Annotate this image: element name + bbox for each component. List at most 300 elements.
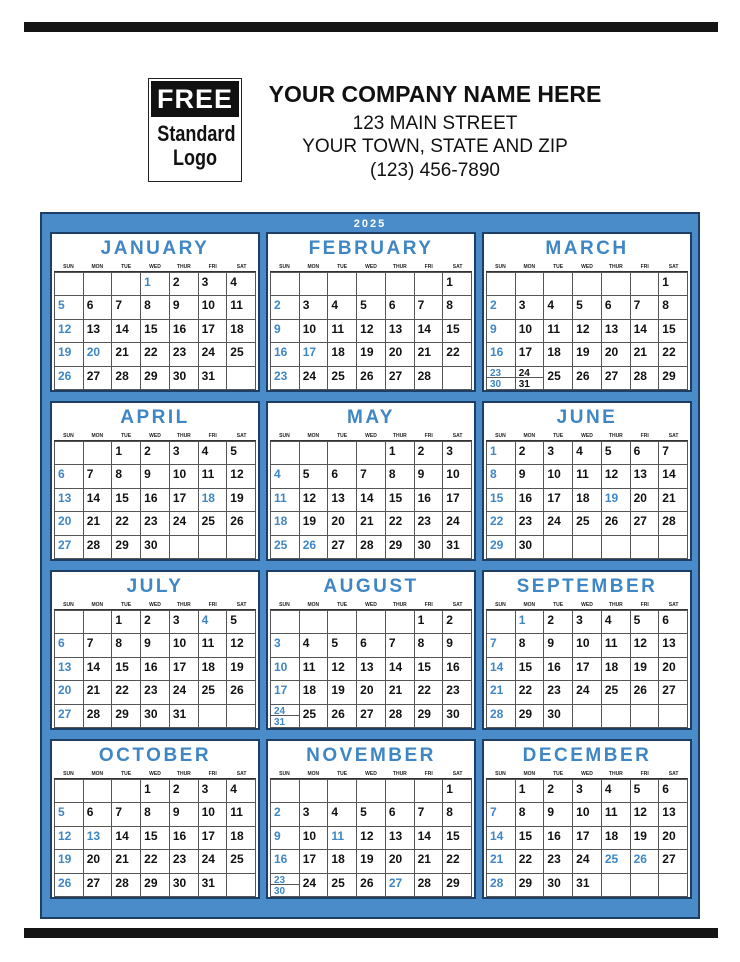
weekday-label: SUN — [63, 602, 74, 608]
day-cell — [271, 634, 300, 657]
day-cell — [328, 367, 357, 390]
day-cell — [573, 512, 602, 535]
day-cell — [443, 442, 472, 465]
day-number: 25 — [604, 683, 619, 698]
day-number: 12 — [302, 490, 317, 505]
day-number: 14 — [490, 659, 504, 674]
day-number: 6 — [662, 613, 669, 627]
day-cell — [602, 780, 631, 803]
day-cell — [141, 320, 170, 343]
empty-cell — [227, 536, 256, 559]
day-number: 20 — [86, 852, 101, 867]
day-cell — [300, 874, 329, 897]
day-cell — [170, 343, 199, 366]
day-grid — [486, 272, 688, 390]
month-april — [50, 401, 260, 561]
weekday-label: MON — [523, 433, 536, 439]
day-cell — [516, 465, 545, 488]
day-number: 23 — [518, 514, 533, 529]
day-cell — [227, 442, 256, 465]
day-number: 18 — [230, 828, 244, 843]
day-number: 3 — [302, 298, 310, 313]
empty-cell — [357, 273, 386, 296]
day-cell — [170, 827, 199, 850]
day-cell — [659, 611, 688, 634]
day-number: 3 — [172, 613, 180, 627]
day-number: 12 — [633, 805, 647, 820]
day-cell — [141, 442, 170, 465]
day-number: 2 — [274, 805, 281, 820]
day-cell-half — [271, 874, 299, 886]
day-number: 19 — [633, 828, 647, 843]
day-cell — [386, 681, 415, 704]
day-cell — [300, 512, 329, 535]
day-number: 18 — [547, 345, 561, 360]
day-cell — [602, 512, 631, 535]
day-cell — [141, 827, 170, 850]
day-cell — [631, 343, 660, 366]
day-cell — [141, 803, 170, 826]
day-cell — [112, 705, 141, 728]
day-cell — [415, 803, 444, 826]
day-number: 30 — [172, 368, 187, 383]
day-number: 12 — [360, 828, 374, 843]
weekday-label: TUE — [337, 771, 348, 777]
month-november — [266, 739, 476, 899]
day-number: 13 — [58, 490, 72, 505]
day-number: 16 — [172, 828, 187, 843]
day-number: 13 — [86, 321, 101, 336]
day-cell — [328, 296, 357, 319]
day-cell — [199, 465, 228, 488]
day-number: 26 — [360, 368, 374, 383]
day-cell — [487, 442, 516, 465]
day-cell — [516, 803, 545, 826]
day-number: 15 — [446, 828, 460, 843]
day-cell — [415, 320, 444, 343]
day-cell — [84, 489, 113, 512]
day-cell — [300, 850, 329, 873]
day-number: 14 — [417, 828, 431, 843]
day-number: 4 — [230, 782, 237, 796]
day-cell — [516, 827, 545, 850]
empty-cell — [199, 705, 228, 728]
day-cell — [544, 681, 573, 704]
day-cell — [300, 536, 329, 559]
day-cell — [573, 296, 602, 319]
day-number: 23 — [274, 874, 286, 886]
weekday-label: WED — [365, 771, 377, 777]
day-cell — [141, 343, 170, 366]
day-cell — [386, 442, 415, 465]
empty-cell — [227, 874, 256, 897]
day-cell — [516, 658, 545, 681]
day-number: 23 — [144, 514, 158, 529]
day-number: 28 — [417, 368, 431, 383]
day-number: 1 — [144, 782, 151, 796]
day-cell — [55, 681, 84, 704]
month-title: APRIL — [120, 407, 190, 428]
day-number: 7 — [633, 298, 641, 313]
day-cell — [659, 442, 688, 465]
day-cell — [443, 634, 472, 657]
day-number: 7 — [388, 636, 396, 651]
day-cell — [55, 536, 84, 559]
day-number: 29 — [518, 706, 533, 721]
day-number: 20 — [360, 683, 374, 698]
day-number: 7 — [417, 805, 425, 820]
day-cell — [415, 442, 444, 465]
day-number: 6 — [388, 298, 396, 313]
month-march — [482, 232, 692, 392]
day-number: 8 — [115, 467, 123, 482]
day-cell — [573, 780, 602, 803]
day-number: 3 — [201, 275, 209, 289]
weekday-label: WED — [581, 433, 593, 439]
month-september — [482, 570, 692, 730]
day-cell — [227, 803, 256, 826]
day-number: 16 — [490, 345, 504, 360]
day-cell — [544, 705, 573, 728]
day-number: 29 — [115, 706, 129, 721]
day-number: 1 — [446, 782, 453, 796]
day-cell — [544, 442, 573, 465]
day-cell — [170, 681, 199, 704]
day-cell — [415, 681, 444, 704]
day-cell — [328, 465, 357, 488]
day-cell — [544, 850, 573, 873]
month-title: SEPTEMBER — [516, 576, 658, 597]
day-number: 6 — [388, 805, 396, 820]
day-number: 27 — [86, 368, 101, 383]
day-number: 9 — [144, 636, 151, 651]
day-number: 8 — [115, 636, 123, 651]
day-number: 16 — [144, 659, 158, 674]
day-cell — [487, 850, 516, 873]
day-cell — [300, 705, 329, 728]
day-cell — [328, 489, 357, 512]
weekday-label: FRI — [208, 433, 217, 439]
day-number: 5 — [230, 613, 237, 627]
day-number: 14 — [115, 321, 129, 336]
day-number: 12 — [331, 659, 345, 674]
day-cell — [443, 803, 472, 826]
day-number: 6 — [662, 782, 669, 796]
day-number: 24 — [302, 368, 317, 383]
day-number: 24 — [172, 683, 187, 698]
day-cell — [516, 367, 545, 390]
day-grid — [54, 779, 256, 897]
day-number: 4 — [230, 275, 237, 289]
weekday-label: SUN — [495, 433, 506, 439]
weekday-header — [486, 264, 688, 272]
weekday-label: THUR — [608, 433, 623, 439]
day-cell — [328, 705, 357, 728]
empty-cell — [631, 874, 660, 897]
day-number: 28 — [86, 706, 101, 721]
day-cell — [328, 681, 357, 704]
day-cell — [170, 296, 199, 319]
day-cell — [659, 658, 688, 681]
day-cell — [573, 681, 602, 704]
day-cell — [415, 658, 444, 681]
day-cell — [573, 367, 602, 390]
day-cell — [328, 536, 357, 559]
day-number: 13 — [633, 467, 647, 482]
empty-cell — [328, 611, 357, 634]
day-cell — [602, 658, 631, 681]
day-cell — [544, 465, 573, 488]
day-cell — [199, 273, 228, 296]
day-number: 22 — [518, 852, 533, 867]
day-cell — [227, 780, 256, 803]
day-cell — [443, 611, 472, 634]
day-number: 13 — [331, 490, 345, 505]
weekday-label: TUE — [553, 433, 564, 439]
day-number: 16 — [446, 659, 460, 674]
month-june — [482, 401, 692, 561]
weekday-label: TUE — [553, 264, 564, 270]
empty-cell — [573, 536, 602, 559]
day-cell — [631, 442, 660, 465]
day-number: 19 — [633, 659, 647, 674]
day-number: 24 — [201, 852, 215, 867]
day-cell — [357, 489, 386, 512]
day-number: 29 — [144, 368, 158, 383]
day-number: 6 — [86, 298, 94, 313]
day-cell — [55, 296, 84, 319]
day-cell — [55, 489, 84, 512]
day-number: 21 — [633, 345, 647, 360]
day-cell — [516, 780, 545, 803]
empty-cell — [271, 442, 300, 465]
weekday-label: MON — [523, 771, 536, 777]
day-cell — [357, 634, 386, 657]
day-number: 23 — [446, 683, 460, 698]
empty-cell — [544, 273, 573, 296]
day-number: 11 — [604, 805, 618, 820]
weekday-label: FRI — [208, 264, 217, 270]
day-cell — [300, 320, 329, 343]
day-number: 14 — [115, 828, 129, 843]
day-number: 25 — [302, 706, 317, 721]
weekday-label: SUN — [495, 771, 506, 777]
day-number: 8 — [490, 467, 497, 482]
day-cell — [271, 803, 300, 826]
day-number: 9 — [518, 467, 526, 482]
day-number: 18 — [604, 828, 619, 843]
day-number: 11 — [201, 636, 215, 651]
weekday-label: MON — [91, 433, 104, 439]
day-cell — [141, 367, 170, 390]
day-cell — [659, 512, 688, 535]
day-cell — [112, 320, 141, 343]
day-number: 15 — [490, 490, 504, 505]
day-number: 9 — [417, 467, 425, 482]
day-number: 27 — [633, 514, 647, 529]
day-cell — [357, 803, 386, 826]
day-number: 6 — [360, 636, 367, 651]
day-number: 29 — [144, 875, 158, 890]
day-number: 22 — [417, 683, 431, 698]
day-number: 22 — [388, 514, 403, 529]
month-title: JANUARY — [100, 238, 210, 259]
weekday-label: THUR — [176, 771, 191, 777]
day-cell — [227, 611, 256, 634]
weekday-label: WED — [149, 264, 161, 270]
day-number: 2 — [417, 444, 425, 458]
empty-cell — [170, 536, 199, 559]
day-cell — [55, 658, 84, 681]
day-cell — [659, 780, 688, 803]
day-cell — [516, 705, 545, 728]
day-cell — [487, 536, 516, 559]
day-number: 11 — [576, 467, 589, 482]
day-cell — [300, 367, 329, 390]
day-cell — [112, 803, 141, 826]
empty-cell — [602, 536, 631, 559]
day-cell — [84, 296, 113, 319]
day-cell — [357, 827, 386, 850]
weekday-label: TUE — [337, 433, 348, 439]
weekday-label: SAT — [236, 264, 247, 270]
day-cell — [199, 442, 228, 465]
day-number: 31 — [201, 368, 215, 383]
day-cell — [227, 273, 256, 296]
day-number: 7 — [115, 805, 123, 820]
day-number: 4 — [331, 298, 339, 313]
empty-cell — [227, 367, 256, 390]
day-cell — [544, 343, 573, 366]
day-cell — [112, 512, 141, 535]
empty-cell — [84, 442, 113, 465]
day-cell — [112, 296, 141, 319]
day-number: 16 — [144, 490, 158, 505]
day-number: 2 — [547, 782, 555, 796]
day-cell — [544, 803, 573, 826]
day-number: 13 — [662, 636, 676, 651]
day-cell — [386, 536, 415, 559]
day-number: 3 — [576, 613, 583, 627]
empty-cell — [300, 273, 329, 296]
day-cell — [516, 634, 545, 657]
month-august — [266, 570, 476, 730]
day-number: 19 — [331, 683, 345, 698]
day-number: 2 — [144, 613, 151, 627]
empty-cell — [300, 442, 329, 465]
day-cell — [170, 658, 199, 681]
day-cell — [415, 611, 444, 634]
day-number: 13 — [360, 659, 374, 674]
day-cell — [112, 343, 141, 366]
day-number: 9 — [547, 805, 555, 820]
day-number: 6 — [58, 467, 65, 482]
weekday-label: MON — [307, 264, 320, 270]
day-number: 7 — [360, 467, 367, 482]
day-number: 15 — [115, 490, 129, 505]
day-number: 4 — [604, 613, 612, 627]
day-number: 11 — [201, 467, 215, 482]
day-cell — [602, 367, 631, 390]
day-cell — [544, 367, 573, 390]
day-grid — [486, 779, 688, 897]
day-number: 3 — [446, 444, 453, 458]
day-cell — [112, 850, 141, 873]
day-number: 15 — [662, 321, 676, 336]
weekday-label: WED — [149, 602, 161, 608]
day-number: 1 — [662, 275, 669, 289]
day-number: 30 — [446, 706, 460, 721]
weekday-label: MON — [523, 264, 536, 270]
day-cell — [141, 273, 170, 296]
day-number: 29 — [417, 706, 431, 721]
day-number: 21 — [86, 514, 101, 529]
weekday-label: THUR — [608, 602, 623, 608]
day-number: 17 — [302, 345, 317, 360]
day-grid — [270, 272, 472, 390]
day-number: 24 — [302, 875, 317, 890]
day-grid — [54, 441, 256, 559]
weekday-label: FRI — [640, 602, 649, 608]
month-title: MAY — [347, 407, 395, 428]
day-number: 1 — [446, 275, 453, 289]
day-cell — [141, 850, 170, 873]
empty-cell — [415, 273, 444, 296]
day-number: 23 — [547, 683, 561, 698]
empty-cell — [602, 874, 631, 897]
month-title: AUGUST — [323, 576, 419, 597]
weekday-label: FRI — [424, 264, 433, 270]
day-cell — [271, 343, 300, 366]
day-number: 17 — [576, 659, 590, 674]
day-number: 31 — [518, 379, 530, 391]
day-cell — [516, 320, 545, 343]
day-number: 15 — [115, 659, 129, 674]
day-number: 27 — [331, 537, 345, 552]
month-title: FEBRUARY — [308, 238, 434, 259]
day-number: 11 — [230, 805, 243, 820]
day-cell — [112, 658, 141, 681]
day-cell — [357, 658, 386, 681]
empty-cell — [55, 273, 84, 296]
day-cell — [415, 536, 444, 559]
day-number: 17 — [547, 490, 561, 505]
day-cell — [573, 465, 602, 488]
day-cell — [271, 489, 300, 512]
day-cell — [271, 850, 300, 873]
month-january — [50, 232, 260, 392]
day-number: 18 — [230, 321, 244, 336]
day-number: 23 — [417, 514, 431, 529]
day-number: 27 — [360, 706, 374, 721]
day-number: 15 — [446, 321, 460, 336]
day-number: 22 — [115, 514, 129, 529]
day-cell — [300, 296, 329, 319]
day-number: 22 — [490, 514, 504, 529]
day-number: 17 — [576, 828, 590, 843]
day-number: 20 — [58, 514, 72, 529]
weekday-label: SAT — [668, 433, 679, 439]
day-cell — [227, 512, 256, 535]
day-cell — [141, 705, 170, 728]
day-number: 26 — [331, 706, 345, 721]
weekday-label: SAT — [668, 602, 679, 608]
day-cell — [415, 850, 444, 873]
day-cell — [602, 489, 631, 512]
weekday-label: FRI — [208, 771, 217, 777]
day-number: 16 — [172, 321, 187, 336]
day-number: 31 — [446, 537, 460, 552]
